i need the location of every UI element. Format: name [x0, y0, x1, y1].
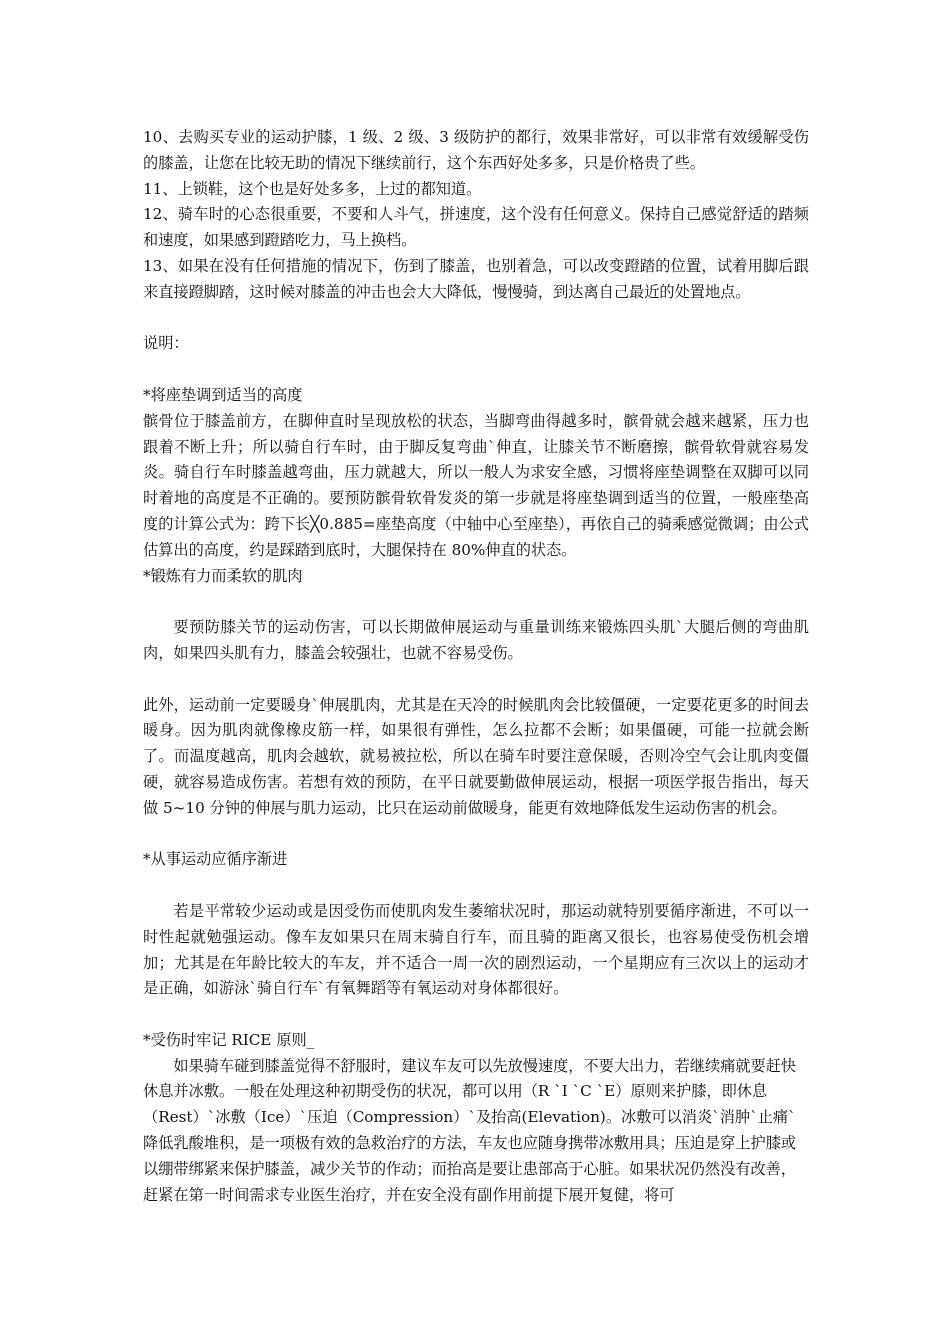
spacer: [143, 822, 809, 848]
section-body-muscle-1: 要预防膝关节的运动伤害，可以长期做伸展运动与重量训练来锻炼四头肌`大腿后侧的弯曲肌肉，如果四头肌有力，膝盖会较强壮，也就不容易受伤。: [143, 618, 809, 662]
note-heading: 说明：: [143, 334, 189, 353]
section-heading-gradual: *从事运动应循序渐进: [143, 850, 288, 869]
tip-item-13: 13、如果在没有任何措施的情况下，伤到了膝盖，也别着急，可以改变蹬踏的位置，试着用脚后跟来直接蹬脚踏，这时候对膝盖的冲击也会大大降低，慢慢骑，到达离自己最近的处置地点。: [143, 256, 809, 301]
document-page: [143, 125, 809, 1208]
section-body-seat: 髌骨位于膝盖前方，在脚伸直时呈现放松的状态，当脚弯曲得越多时，髌骨就会越来越紧，压力也跟着不断上升；所以骑自行车时，由于脚反复弯曲`伸直，让膝关节不断磨擦，髌骨软骨就容易发炎。骑自行车时膝盖越弯曲，压力就越大，所以一般人为求安全感，习惯将座垫调整在双脚可以同时着地的高度是不正确的。要预防髌骨软骨发炎的第一步就是将座垫调到适当的位置，一般座垫高度的计算公式为：跨下长╳0.885=座垫高度（中轴中心至座垫），再依自己的骑乘感觉微调；由公式估算出的高度，约是踩踏到底时，大腿保持在 80%伸直的状态。: [143, 411, 809, 559]
tip-item-11: 11、上锁鞋，这个也是好处多多，上过的都知道。: [143, 179, 482, 198]
section-body-muscle-2: 此外，运动前一定要暖身`伸展肌肉，尤其是在天冷的时候肌肉会比较僵硬，一定要花更多的时间去暖身。因为肌肉就像橡皮筋一样，如果很有弹性，怎么拉都不会断；如果僵硬，可能一拉就会断了。而温度越高，肌肉会越软，就易被拉松，所以在骑车时要注意保暖，否则冷空气会让肌肉变僵硬，就容易造成伤害。若想有效的预防，在平日就要勤做伸展运动，根据一项医学报告指出，每天做 5~10 分钟的伸展与肌力运动，比只在运动前做暖身，能更有效地降低发生运动伤害的机会。: [143, 695, 809, 817]
spacer: [143, 589, 809, 615]
section-body-gradual: 若是平常较少运动或是因受伤而使肌肉发生萎缩状况时，那运动就特别要循序渐进，不可以一时性起就勉强运动。像车友如果只在周末骑自行车，而且骑的距离又很长，也容易使受伤机会增加；尤其是在年龄比较大的车友，并不适合一周一次的剧烈运动，一个星期应有三次以上的运动才是正确，如游泳`骑自行车`有氧舞蹈等有氧运动对身体都很好。: [143, 901, 809, 998]
spacer: [143, 306, 809, 332]
section-heading-seat: *将座垫调到适当的高度: [143, 385, 303, 404]
section-body-rice: 如果骑车碰到膝盖觉得不舒服时，建议车友可以先放慢速度，不要大出力，若继续痛就要赶快休息并冰敷。一般在处理这种初期受伤的状况，都可以用（R `I `C `E）原则来护膝，即休息（Rest）`冰敷（Ice）`压迫（Compression）`及抬高(Elevation)。冰敷可以消炎`消肿`止痛`降低乳酸堆积，是一项极有效的急救治疗的方法，车友也应随身携带冰敷用具；压迫是穿上护膝或以绷带绑紧来保护膝盖，减少关节的作动；而抬高是要让患部高于心脏。如果状况仍然没有改善，赶紧在第一时间需求专业医生治疗，并在安全没有副作用前提下展开复健，将可: [143, 1056, 797, 1204]
tip-item-12: 12、骑车时的心态很重要，不要和人斗气，拼速度，这个没有任何意义。保持自己感觉舒适的踏频和速度，如果感到蹬踏吃力，马上换档。: [143, 205, 809, 250]
section-heading-rice: *受伤时牢记 RICE 原则_: [143, 1030, 315, 1049]
spacer: [143, 1002, 809, 1028]
spacer: [143, 873, 809, 899]
section-heading-muscle: *锻炼有力而柔软的肌肉: [143, 566, 303, 585]
tip-item-10: 10、去购买专业的运动护膝，1 级、2 级、3 级防护的都行，效果非常好，可以非常有效缓解受伤的膝盖，让您在比较无助的情况下继续前行，这个东西好处多多，只是价格贵了些。: [143, 128, 809, 172]
spacer: [143, 357, 809, 383]
spacer: [143, 667, 809, 693]
